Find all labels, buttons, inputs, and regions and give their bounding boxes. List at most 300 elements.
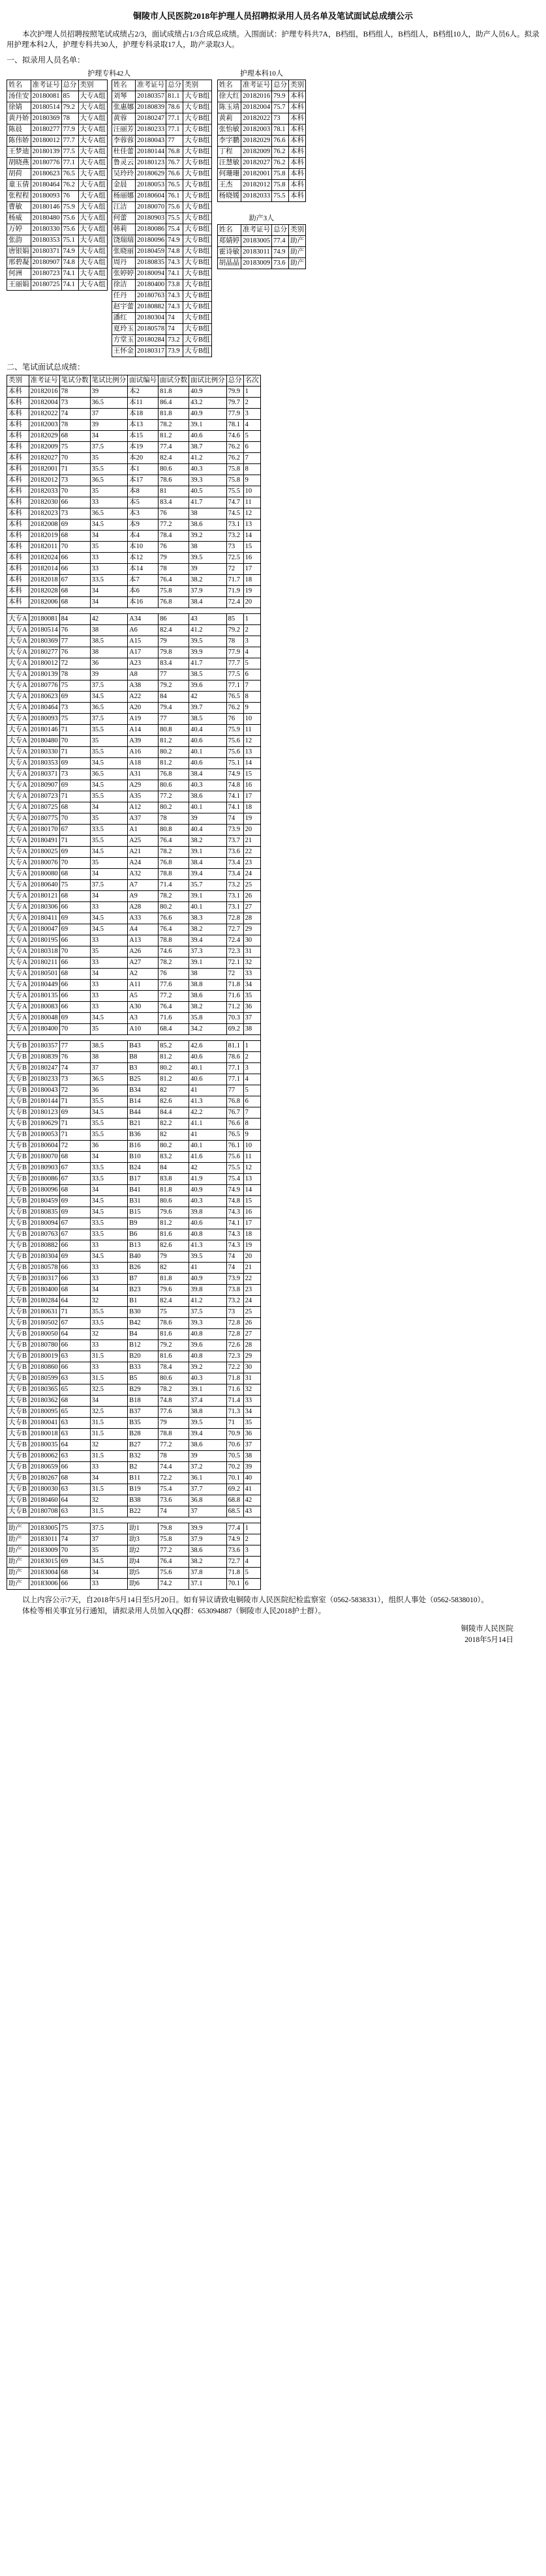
table-cell: 38.2 [189,924,227,935]
table-cell: 童玉倩 [7,180,31,191]
table-cell: A9 [128,891,159,902]
table-cell: 39.6 [189,1340,227,1351]
table-cell: 40.9 [189,1185,227,1196]
score-row [7,553,261,564]
table-cell: 70 [59,453,90,464]
table-cell: 30 [243,1362,260,1373]
table-cell: A15 [128,636,159,647]
table-cell: 7 [243,453,260,464]
table-cell: 31.5 [90,1373,128,1384]
table-cell: B13 [128,1240,159,1251]
table-cell: 33 [90,564,128,575]
table-cell: 24 [243,869,260,880]
table-cell: 40.1 [189,1063,227,1074]
table-cell: 76.8 [159,769,189,780]
table-cell: 77.4 [159,442,189,453]
table-cell: 70.3 [226,1013,243,1024]
table-cell: 大专B [7,1307,29,1318]
table-cell: 20180459 [136,246,166,257]
table-cell: 王梦迪 [7,147,31,158]
table-cell: 79.2 [226,625,243,636]
score-row [7,1506,261,1517]
table-cell: 大专A组 [78,235,107,246]
table-cell: 14 [243,758,260,769]
table-row [7,136,108,147]
table-cell: 24 [243,1296,260,1307]
table-cell: 20182016 [29,387,59,398]
table-cell: 72.5 [226,553,243,564]
table-cell: 32.5 [90,1407,128,1418]
score-row [7,1545,261,1557]
table-cell: 76.1 [226,1141,243,1152]
table-cell: 71 [59,836,90,847]
table-cell: 34.5 [90,1251,128,1263]
table-cell: 22 [243,1274,260,1285]
table-cell: 69 [59,758,90,769]
table-cell: A13 [128,935,159,946]
table-cell: 大专A [7,869,29,880]
table-cell: 38.8 [189,980,227,991]
table-cell: 30 [243,935,260,946]
table-cell: A11 [128,980,159,991]
table-cell: 74 [166,324,183,335]
score-row [7,1318,261,1329]
table-cell: 70 [59,736,90,747]
table-cell: 大专B [7,1484,29,1495]
table-cell: 69 [59,1251,90,1263]
table-cell: 42 [189,1163,227,1174]
table-row [7,224,108,235]
table-cell: 本16 [128,597,159,608]
table-cell: 85 [61,91,78,102]
table-cell: 84.4 [159,1107,189,1119]
page-title: 铜陵市人民医院2018年护理人员招聘拟录用人员名单及笔试面试总成绩公示 [132,11,413,21]
table-cell: 35 [243,1418,260,1429]
table-row [7,257,108,269]
table-cell: 35 [90,486,128,497]
table-cell: 34.5 [90,1196,128,1207]
table-cell: 20180267 [29,1473,59,1484]
table-cell: 20182004 [29,398,59,409]
table-cell: 大专B组 [183,113,212,124]
header-cell: 总分 [272,80,289,91]
table-cell: 本科 [7,387,29,398]
table-cell: 76.4 [159,1002,189,1013]
table-cell: 82.2 [159,1119,189,1130]
table-cell: B25 [128,1074,159,1085]
table-cell: B34 [128,1085,159,1096]
score-row [7,542,261,553]
table-cell: 20180093 [31,191,61,202]
table-cell: 20180018 [29,1429,59,1440]
table-cell: 73 [272,113,289,124]
table-cell: 王杰 [217,180,241,191]
table-cell: 大专A [7,802,29,813]
table-cell: 73.6 [226,847,243,858]
table-cell: 72 [226,969,243,980]
table-cell: A25 [128,836,159,847]
table-cell: B10 [128,1152,159,1163]
table-cell: 77.1 [166,124,183,136]
score-row [7,780,261,791]
table-cell: 39.9 [189,1523,227,1534]
table-cell: 75.6 [166,202,183,213]
table-cell: 77 [59,1041,90,1052]
score-row [7,1207,261,1218]
group-benke-title: 护理本科10人 [239,70,283,78]
table-cell: 75.1 [61,235,78,246]
table-cell: 31.5 [90,1429,128,1440]
table-cell: 74.3 [166,291,183,302]
table-cell: A23 [128,658,159,669]
table-cell: 9 [243,1130,260,1141]
table-cell: 74.9 [226,1185,243,1196]
table-cell: 大专A [7,725,29,736]
table-cell: 74.8 [226,1196,243,1207]
score-row [7,625,261,636]
table-row [7,191,108,202]
table-cell: 大专B组 [183,335,212,346]
table-cell: 76 [59,1052,90,1063]
table-cell: 74 [226,813,243,825]
table-cell: 74.1 [61,280,78,291]
score-row [7,1119,261,1130]
table-cell: 74.9 [226,1534,243,1545]
group-zhuchan-title: 助产3人 [249,214,275,222]
score-row [7,1052,261,1063]
table-cell: 本科 [289,136,306,147]
score-row [7,1074,261,1085]
score-row [7,1251,261,1263]
table-cell: 20180135 [29,991,59,1002]
table-cell: 71.8 [226,1373,243,1384]
table-cell: 20180659 [29,1462,59,1473]
table-cell: 大专B [7,1451,29,1462]
table-row [217,236,306,247]
score-row [7,486,261,497]
table-cell: 79.6 [159,1285,189,1296]
score-row [7,453,261,464]
table-cell: 68 [59,1185,90,1196]
table-row [112,136,211,147]
table-cell: 本科 [7,464,29,475]
table-row [7,158,108,169]
score-row [7,531,261,542]
table-cell: 22 [243,847,260,858]
table-cell: 助3 [128,1534,159,1545]
table-cell: 大专B [7,1340,29,1351]
table-cell: 38.6 [189,1440,227,1451]
table-cell: 75.6 [226,747,243,758]
table-cell: 80.6 [159,780,189,791]
table-row [112,180,211,191]
table-cell: 74.8 [159,1396,189,1407]
score-row [7,464,261,475]
table-cell: B14 [128,1096,159,1107]
table-cell: 71.4 [159,880,189,891]
table-cell: 20 [243,825,260,836]
table-cell: B31 [128,1196,159,1207]
table-cell: 75.7 [272,102,289,113]
table-row [217,180,306,191]
table-cell: 67 [59,1218,90,1229]
table-cell: 王怀金 [112,346,136,357]
table-cell: 陈玉靖 [217,102,241,113]
table-cell: 20180501 [29,969,59,980]
table-cell: 汤佳安 [7,91,31,102]
table-cell: 71.3 [226,1407,243,1418]
table-cell: 81.8 [159,1185,189,1196]
table-cell: 29 [243,924,260,935]
table-cell: 20180144 [136,147,166,158]
table-cell: 13 [243,747,260,758]
table-cell: 41.6 [189,1152,227,1163]
table-cell: 85 [226,614,243,625]
table-row [112,335,211,346]
table-cell: 38.5 [90,636,128,647]
table-cell: 大专B [7,1351,29,1362]
table-cell: 20180882 [29,1240,59,1251]
table-cell: 70.1 [226,1579,243,1590]
table-cell: 40.8 [189,1229,227,1240]
table-cell: 35.5 [90,1096,128,1107]
table-cell: 20182011 [29,542,59,553]
table-cell: 41 [189,1130,227,1141]
table-cell: 37.9 [189,1534,227,1545]
score-row [7,935,261,946]
table-cell: 75.1 [226,758,243,769]
table-cell: 82.4 [159,1296,189,1307]
table-cell: 20180480 [29,736,59,747]
table-cell: 2 [243,625,260,636]
table-cell: 78.2 [159,891,189,902]
table-cell: 34.5 [90,924,128,935]
table-cell: 17 [243,1218,260,1229]
table-cell: 84 [159,692,189,703]
table-cell: 35 [90,1024,128,1035]
table-cell: 20180304 [136,313,166,324]
table-cell: 周丹 [112,257,136,269]
table-cell: 20180629 [29,1119,59,1130]
table-cell: 35 [90,813,128,825]
table-cell: 2 [243,398,260,409]
table-cell: 76.5 [166,180,183,191]
table-cell: 40.8 [189,1351,227,1362]
table-cell: 74 [166,313,183,324]
table-cell: 38.8 [189,1407,227,1418]
table-cell: 84 [59,614,90,625]
table-row [112,224,211,235]
table-cell: 64 [59,1329,90,1340]
table-cell: 68 [59,1568,90,1579]
table-cell: 本15 [128,431,159,442]
table-cell: 40.5 [189,486,227,497]
table-cell: 本科 [7,475,29,486]
table-cell: 73.1 [226,520,243,531]
table-cell: 38.2 [189,575,227,586]
table-cell: 大专B [7,1196,29,1207]
table-cell: 70 [59,1545,90,1557]
table-cell: 74.5 [226,508,243,520]
table-cell: 助2 [128,1545,159,1557]
table-cell: 20180357 [136,91,166,102]
table-cell: 本科 [7,420,29,431]
table-cell: 大专B [7,1473,29,1484]
table-cell: 20180491 [29,836,59,847]
table-cell: 大专B [7,1107,29,1119]
table-cell: 77.9 [61,124,78,136]
score-row [7,1568,261,1579]
table-cell: 74.8 [166,246,183,257]
table-cell: 20180123 [29,1107,59,1119]
table-cell: 18 [243,575,260,586]
table-cell: 大专B [7,1185,29,1196]
score-row [7,1296,261,1307]
table-cell: 78.2 [159,420,189,431]
table-cell: 79.4 [159,703,189,714]
table-cell: 本20 [128,453,159,464]
table-cell: 19 [243,586,260,597]
table-cell: 本7 [128,575,159,586]
table-cell: 26 [243,1318,260,1329]
table-cell: 72.7 [226,1557,243,1568]
table-cell: 76.6 [272,136,289,147]
table-cell: 76.1 [166,191,183,202]
table-cell: 80.2 [159,1063,189,1074]
table-cell: 42 [189,692,227,703]
table-row [112,213,211,224]
table-cell: 38.2 [189,836,227,847]
table-cell: 77.6 [159,980,189,991]
table-cell: 39.1 [189,1384,227,1396]
score-row [7,1462,261,1473]
score-row [7,736,261,747]
table-cell: 36.5 [90,398,128,409]
table-cell: 大专A [7,847,29,858]
table-cell: 大专B组 [183,269,212,280]
table-cell: B12 [128,1340,159,1351]
table-cell: 32 [90,1495,128,1506]
table-cell: 74.1 [226,1218,243,1229]
table-cell: 本3 [128,508,159,520]
table-cell: 20182009 [241,147,272,158]
table-row [112,291,211,302]
table-row [112,235,211,246]
table-cell: 37.5 [90,714,128,725]
table-cell: 33 [243,1396,260,1407]
table-cell: 63 [59,1418,90,1429]
table-cell: 大专B [7,1418,29,1429]
table-cell: 74 [59,1063,90,1074]
table-cell: 38.6 [189,1545,227,1557]
table-cell: 77.4 [226,1523,243,1534]
table-cell: 72.3 [226,946,243,958]
table-cell: 20180604 [29,1141,59,1152]
table-cell: 本5 [128,497,159,508]
table-cell: 74 [59,409,90,420]
table-cell: 37.5 [90,1523,128,1534]
table-cell: 75.6 [226,736,243,747]
table-cell: 15 [243,1196,260,1207]
table-cell: 大专B [7,1495,29,1506]
group-right-column [217,68,307,269]
table-cell: 本科 [7,431,29,442]
table-cell: 68 [59,431,90,442]
table-cell: 81.2 [159,1218,189,1229]
table-cell: 80.6 [159,1196,189,1207]
table-cell: 31 [243,1373,260,1384]
table-cell: 20182029 [241,136,272,147]
table-cell: 69 [59,1557,90,1568]
table-cell: 大专B组 [183,191,212,202]
table-cell: 66 [59,1579,90,1590]
table-cell: 37.2 [189,1462,227,1473]
table-cell: A19 [128,714,159,725]
table-cell: B3 [128,1063,159,1074]
score-row [7,497,261,508]
table-cell: 66 [59,1002,90,1013]
table-cell: 36.5 [90,769,128,780]
table-cell: 76.5 [226,692,243,703]
table-cell: 40.3 [189,1196,227,1207]
table-cell: 78 [159,1451,189,1462]
score-row [7,575,261,586]
table-row [217,158,306,169]
table-cell: 75.5 [226,1163,243,1174]
table-cell: 本12 [128,553,159,564]
table-cell: A5 [128,991,159,1002]
table-cell: 20180460 [29,1495,59,1506]
table-cell: 78 [226,636,243,647]
table-cell: 张惠娜 [112,102,136,113]
score-row [7,636,261,647]
table-cell: 本科 [289,180,306,191]
table-cell: 69 [59,847,90,858]
table-cell: 67 [59,825,90,836]
table-cell: 大专B [7,1251,29,1263]
score-row [7,586,261,597]
table-cell: 本科 [289,191,306,202]
score-row [7,508,261,520]
table-cell: 71 [226,1418,243,1429]
table-row [112,169,211,180]
table-cell: B33 [128,1362,159,1373]
table-cell: 68.8 [226,1495,243,1506]
table-cell: 69 [59,924,90,935]
table-cell: 大专A组 [78,269,107,280]
table-cell: 大专A组 [78,257,107,269]
table-cell: 大专A [7,935,29,946]
table-cell: 大专A [7,681,29,692]
table-cell: 本10 [128,542,159,553]
table-cell: 大专B [7,1096,29,1107]
table-cell: 84 [159,1163,189,1174]
table-cell: 20180514 [31,102,61,113]
table-cell: 78 [59,387,90,398]
header-cell: 姓名 [112,80,136,91]
table-cell: 大专B [7,1384,29,1396]
table-cell: 大专B组 [183,280,212,291]
table-cell: 43.2 [189,398,227,409]
table-cell: 79.9 [226,387,243,398]
table-cell: 1 [243,1041,260,1052]
table-cell: 33.5 [90,1163,128,1174]
header-cell: 总分 [166,80,183,91]
table-cell: 大专B组 [183,324,212,335]
table-cell: 37.5 [90,442,128,453]
table-cell: A35 [128,791,159,802]
table-cell: 大专B [7,1240,29,1251]
